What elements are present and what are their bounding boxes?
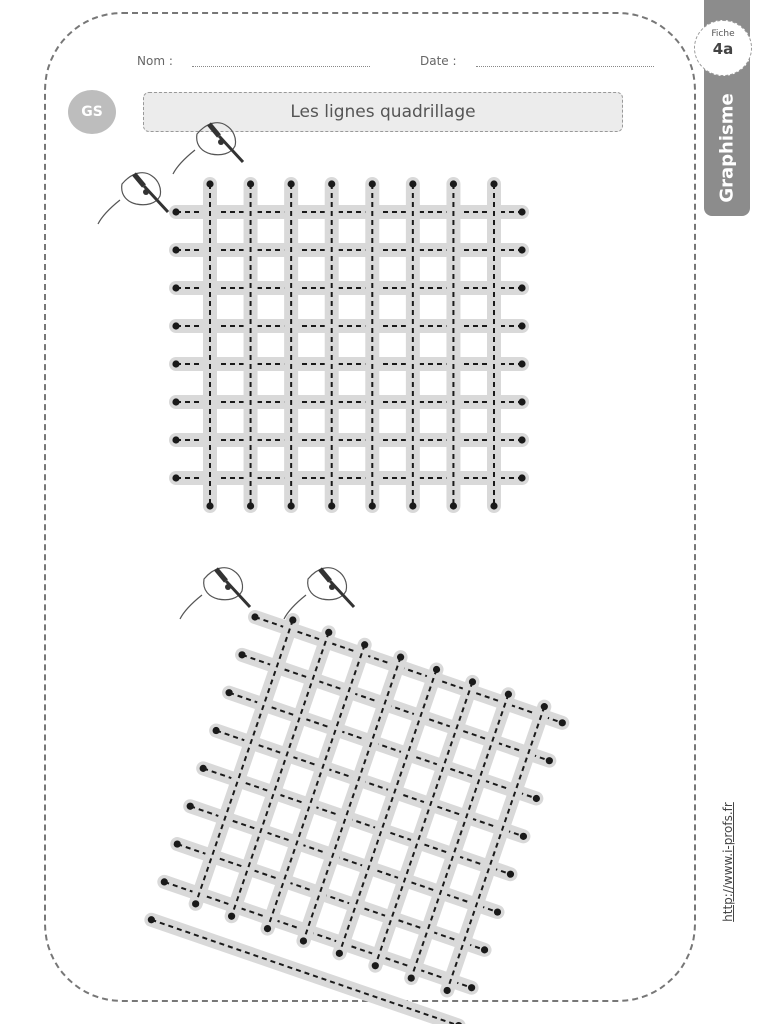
- start-dot: [288, 180, 295, 187]
- vertical-line: [206, 180, 213, 509]
- start-dot: [200, 765, 207, 772]
- site-url-link[interactable]: http://www.i-profs.fr: [721, 802, 735, 922]
- horizontal-line: [172, 284, 525, 291]
- end-dot: [336, 950, 343, 957]
- fiche-number: 4a: [712, 40, 734, 58]
- end-dot: [300, 937, 307, 944]
- hand-outline: [308, 568, 347, 600]
- end-dot: [264, 925, 271, 932]
- start-dot: [172, 246, 179, 253]
- end-dot: [192, 900, 199, 907]
- vertical-line: [247, 180, 254, 509]
- horizontal-line: [172, 360, 525, 367]
- start-dot: [187, 803, 194, 810]
- vertical-line: [409, 180, 416, 509]
- hand-outline: [204, 568, 243, 600]
- horizontal-line: [172, 436, 525, 443]
- start-dot: [172, 474, 179, 481]
- start-dot: [469, 678, 476, 685]
- vertical-line: [328, 180, 335, 509]
- end-dot: [408, 974, 415, 981]
- start-dot: [172, 322, 179, 329]
- start-dot: [238, 651, 245, 658]
- vertical-line: [450, 180, 457, 509]
- start-dot: [225, 689, 232, 696]
- end-dot: [247, 502, 254, 509]
- start-dot: [172, 208, 179, 215]
- start-dot: [161, 878, 168, 885]
- pencil-top: [209, 124, 219, 136]
- end-dot: [288, 502, 295, 509]
- pencil-top: [216, 569, 226, 581]
- end-dot: [507, 871, 514, 878]
- start-dot: [172, 284, 179, 291]
- wrist-line: [173, 150, 195, 174]
- pencil-top: [134, 174, 144, 186]
- end-dot: [546, 757, 553, 764]
- name-label: Nom :: [137, 54, 173, 68]
- horizontal-line: [172, 474, 525, 481]
- page-title: Les lignes quadrillage: [143, 92, 623, 132]
- end-dot: [372, 962, 379, 969]
- start-dot: [289, 616, 296, 623]
- tilted-tracing-grid: [148, 613, 566, 1024]
- start-dot: [450, 180, 457, 187]
- straight-tracing-grid: [172, 180, 525, 509]
- end-dot: [369, 502, 376, 509]
- end-dot: [518, 360, 525, 367]
- start-dot: [172, 436, 179, 443]
- end-dot: [518, 208, 525, 215]
- hand-pencil-lower-left: [180, 568, 250, 619]
- start-dot: [490, 180, 497, 187]
- start-dot: [247, 180, 254, 187]
- start-dot: [541, 703, 548, 710]
- start-dot: [433, 666, 440, 673]
- vertical-line: [490, 180, 497, 509]
- end-dot: [520, 833, 527, 840]
- vertical-line: [369, 180, 376, 509]
- hand-pencil-left: [98, 173, 168, 224]
- start-dot: [328, 180, 335, 187]
- horizontal-line: [172, 208, 525, 215]
- start-dot: [213, 727, 220, 734]
- start-dot: [206, 180, 213, 187]
- vertical-lines: [206, 180, 497, 509]
- start-dot: [148, 916, 155, 923]
- end-dot: [533, 795, 540, 802]
- end-dot: [490, 502, 497, 509]
- pencil-top: [320, 569, 330, 581]
- start-dot: [174, 840, 181, 847]
- horizontal-lines: [172, 208, 525, 481]
- fiche-label: Fiche: [711, 29, 735, 39]
- start-dot: [361, 641, 368, 648]
- end-dot: [228, 913, 235, 920]
- finger-shade: [329, 584, 335, 590]
- end-dot: [518, 436, 525, 443]
- date-label: Date :: [420, 54, 457, 68]
- start-dot: [251, 613, 258, 620]
- vertical-line: [288, 180, 295, 509]
- end-dot: [328, 502, 335, 509]
- finger-shade: [143, 189, 149, 195]
- level-badge: GS: [68, 90, 116, 134]
- horizontal-line: [172, 246, 525, 253]
- start-dot: [172, 360, 179, 367]
- wrist-line: [98, 200, 120, 224]
- end-dot: [518, 284, 525, 291]
- hand-outline: [122, 173, 161, 205]
- hand-outline: [197, 123, 236, 155]
- hand-pencil-lower-right: [284, 568, 354, 619]
- end-dot: [206, 502, 213, 509]
- horizontal-line: [172, 398, 525, 405]
- start-dot: [505, 691, 512, 698]
- horizontal-line: [172, 322, 525, 329]
- start-dot: [172, 398, 179, 405]
- subject-label: Graphisme: [716, 93, 738, 203]
- start-dot: [369, 180, 376, 187]
- end-dot: [468, 984, 475, 991]
- end-dot: [518, 246, 525, 253]
- finger-shade: [225, 584, 231, 590]
- end-dot: [450, 502, 457, 509]
- start-dot: [325, 629, 332, 636]
- hand-pencil-top: [173, 123, 243, 174]
- end-dot: [409, 502, 416, 509]
- end-dot: [494, 908, 501, 915]
- end-dot: [481, 946, 488, 953]
- end-dot: [444, 987, 451, 994]
- end-dot: [518, 398, 525, 405]
- tilted-columns: [192, 616, 548, 994]
- end-dot: [559, 719, 566, 726]
- end-dot: [518, 322, 525, 329]
- start-dot: [397, 654, 404, 661]
- end-dot: [518, 474, 525, 481]
- start-dot: [409, 180, 416, 187]
- wrist-line: [180, 595, 202, 619]
- finger-shade: [218, 139, 224, 145]
